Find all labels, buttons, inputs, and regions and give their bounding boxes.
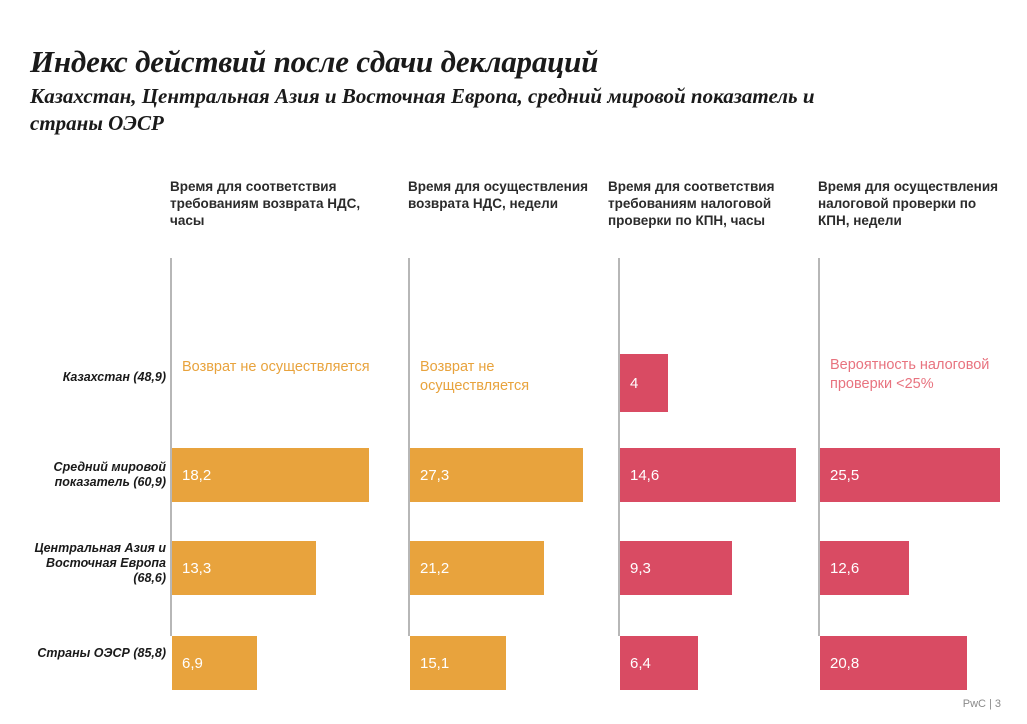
panel-4-note: Вероятность налоговой проверки <25%	[830, 357, 990, 392]
bar-value: 21,2	[420, 559, 450, 577]
row-label-oecd: Страны ОЭСР (85,8)	[37, 646, 166, 660]
bar-value: 4	[630, 374, 639, 392]
column-header-vat-weeks: Время для осуществления возврата НДС, недели	[408, 179, 588, 211]
bar-value: 14,6	[630, 466, 660, 484]
row-label-central-asia-eastern-europe: Центральная Азия и Восточная Европа (68,6)	[34, 541, 166, 585]
column-headers	[30, 178, 1000, 258]
bar-panel-1-central-asia	[172, 541, 316, 595]
bar-panel-3-oecd	[620, 636, 698, 690]
bar-panel-2-central-asia	[410, 541, 544, 595]
bar-panel-4-oecd	[820, 636, 967, 690]
title-block	[30, 44, 930, 137]
footer	[963, 698, 1001, 710]
column-header-audit-hours: Время для соответствия требованиям налоговой проверки по КПН, часы	[608, 179, 775, 228]
bar-value: 9,3	[630, 559, 651, 577]
panel-2-note: Возврат не осуществляется	[420, 359, 530, 394]
bar-panel-2-oecd	[410, 636, 506, 690]
bar-panel-3-central-asia	[620, 541, 732, 595]
page-title: Индекс действий после сдачи деклараций	[30, 44, 599, 79]
bar-panel-4-central-asia	[820, 541, 909, 595]
footer-separator: |	[989, 698, 992, 710]
column-header-vat-hours: Время для соответствия требованиям возврата НДС, часы	[170, 179, 361, 228]
footer-page-number: 3	[994, 698, 1001, 710]
bar-panel-1-world-average	[172, 448, 369, 502]
bar-value: 6,4	[630, 654, 651, 672]
bar-value: 18,2	[182, 466, 212, 484]
bar-panel-2-world-average	[410, 448, 583, 502]
row-label-kazakhstan: Казахстан (48,9)	[62, 370, 166, 384]
bar-panel-3-world-average	[620, 448, 796, 502]
row-label-world-average: Средний мировой показатель (60,9)	[53, 460, 166, 489]
page-subtitle: Казахстан, Центральная Азия и Восточная Европа, средний мировой показатель и страны ОЭСР	[30, 84, 815, 135]
panel-1-note: Возврат не осуществляется	[182, 359, 370, 375]
bar-value: 20,8	[830, 654, 860, 672]
bar-value: 27,3	[420, 466, 450, 484]
bar-value: 12,6	[830, 559, 860, 577]
plot	[30, 258, 1000, 672]
footer-brand: PwC	[962, 698, 987, 710]
bar-value: 13,3	[182, 559, 212, 577]
column-header-audit-weeks: Время для осуществления налоговой проверки по КПН, недели	[818, 179, 998, 228]
bar-value: 25,5	[830, 466, 860, 484]
chart-area	[30, 178, 1000, 672]
bar-panel-3-kazakhstan	[620, 354, 668, 412]
bar-value: 6,9	[182, 654, 203, 672]
bar-panel-1-oecd	[172, 636, 257, 690]
bar-value: 15,1	[420, 654, 450, 672]
bar-panel-4-world-average	[820, 448, 1000, 502]
